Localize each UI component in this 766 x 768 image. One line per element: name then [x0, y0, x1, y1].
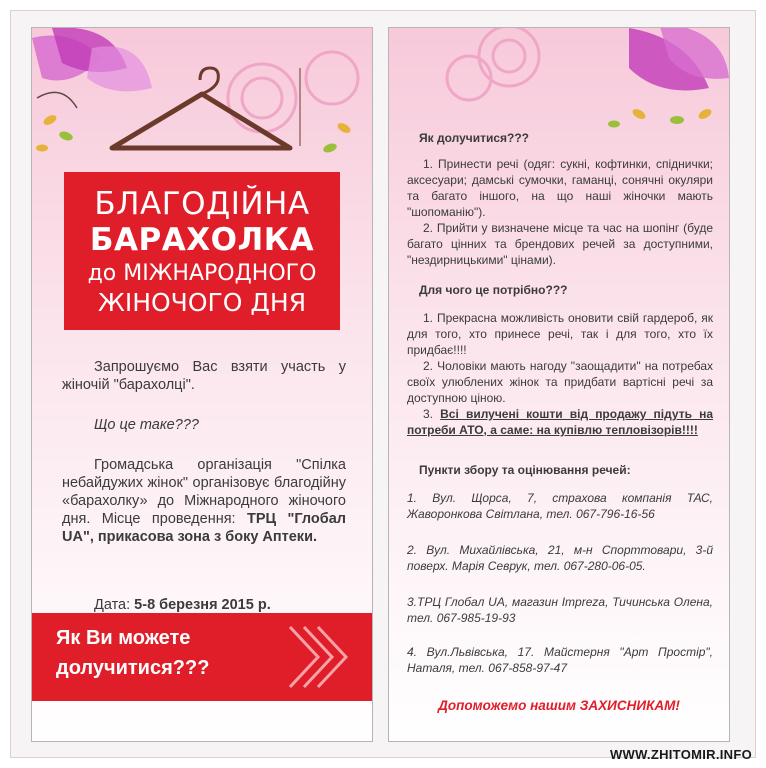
how-item-2: 2. Прийти у визначене місце та час на шопінг (буде багато цінних та брендових речей за доступними, "нездирницькими" цінами). [407, 221, 713, 267]
title-line-4: ЖІНОЧОГО ДНЯ [97, 288, 307, 317]
title-line-1: БЛАГОДІЙНА [94, 186, 310, 222]
watermark: WWW.ZHITOMIR.INFO [609, 747, 752, 762]
chevron-arrows-icon [284, 619, 364, 695]
why-item-2: 2. Чоловіки мають нагоду "заощадити" на потребах своїх улюблених жінок та придбати вартісні речі за доступною ціною. [407, 359, 713, 405]
point-1: 1. Вул. Щорса, 7, страхова компанія ТАС, Жаворонкова Світлана, тел. 067-796-16-56 [407, 491, 713, 521]
date-line [94, 596, 373, 614]
swirl-decoration-icon [389, 28, 729, 138]
date-label: Дата: [94, 597, 135, 613]
title-line-2: БАРАХОЛКА [89, 222, 315, 258]
why-item-3 [407, 406, 713, 438]
title-line-3: до МІЖНАРОДНОГО [87, 261, 317, 286]
point-3: 3.ТРЦ Глобал UA, магазин Impreza, Тичинська Олена, тел. 067-985-19-93 [407, 595, 713, 625]
date-value: 5-8 березня 2015 р. [134, 597, 271, 613]
why-list [407, 310, 713, 438]
point-2: 2. Вул. Михайлівська, 21, м-н Спорттовари, 3-й поверх. Марія Севрук, тел. 067-280-06-05. [407, 543, 713, 573]
description-plain: Громадська організація "Спілка небайдужих жінок" організовує благодійну «барахолку» до Міжнародного жіночого дня. Місце проведення: [62, 457, 346, 527]
how-list [407, 156, 713, 268]
what-is-text: Що це таке??? [94, 417, 199, 433]
left-panel [31, 27, 373, 742]
closing-slogan: Допоможемо нашим ЗАХИСНИКАМ! [438, 698, 680, 713]
description-text [62, 456, 346, 546]
description-venue: ТРЦ "Глобал UA", прикасова зона з боку Аптеки. [62, 511, 346, 545]
why-item-3-bold: Всі вилучені кошти від продажу підуть на потреби АТО, а саме: на купівлю тепловізорів!!!! [407, 407, 714, 437]
banner-line-2: долучитися??? [56, 657, 210, 679]
points-title: Пункти збору та оцінювання речей: [419, 463, 631, 477]
invite-text: Запрошуємо Вас взяти участь у жіночій "барахолці". [62, 359, 346, 393]
why-title: Для чого це потрібно??? [419, 283, 568, 297]
join-banner [32, 613, 372, 701]
title-box [64, 172, 340, 330]
right-panel [388, 27, 730, 742]
banner-line-1: Як Ви можете [56, 627, 191, 649]
how-item-1: 1. Принести речі (одяг: сукні, кофтинки, спіднички; аксесуари; дамські сумочки, гаманці, сонячні окуляри та багато іншого, на що наші жіночки мають "шопоманію"). [407, 157, 713, 219]
how-title: Як долучитися??? [419, 131, 530, 145]
why-item-3-num: 3. [423, 407, 441, 421]
why-item-1: 1. Прекрасна можливість оновити свій гардероб, як для того, хто принесе речі, так і для того, хто їх придбає!!!! [407, 311, 713, 357]
point-4: 4. Вул.Львівська, 17. Майстерня "Арт Простір", Наталя, тел. 067-858-97-47 [407, 645, 713, 675]
